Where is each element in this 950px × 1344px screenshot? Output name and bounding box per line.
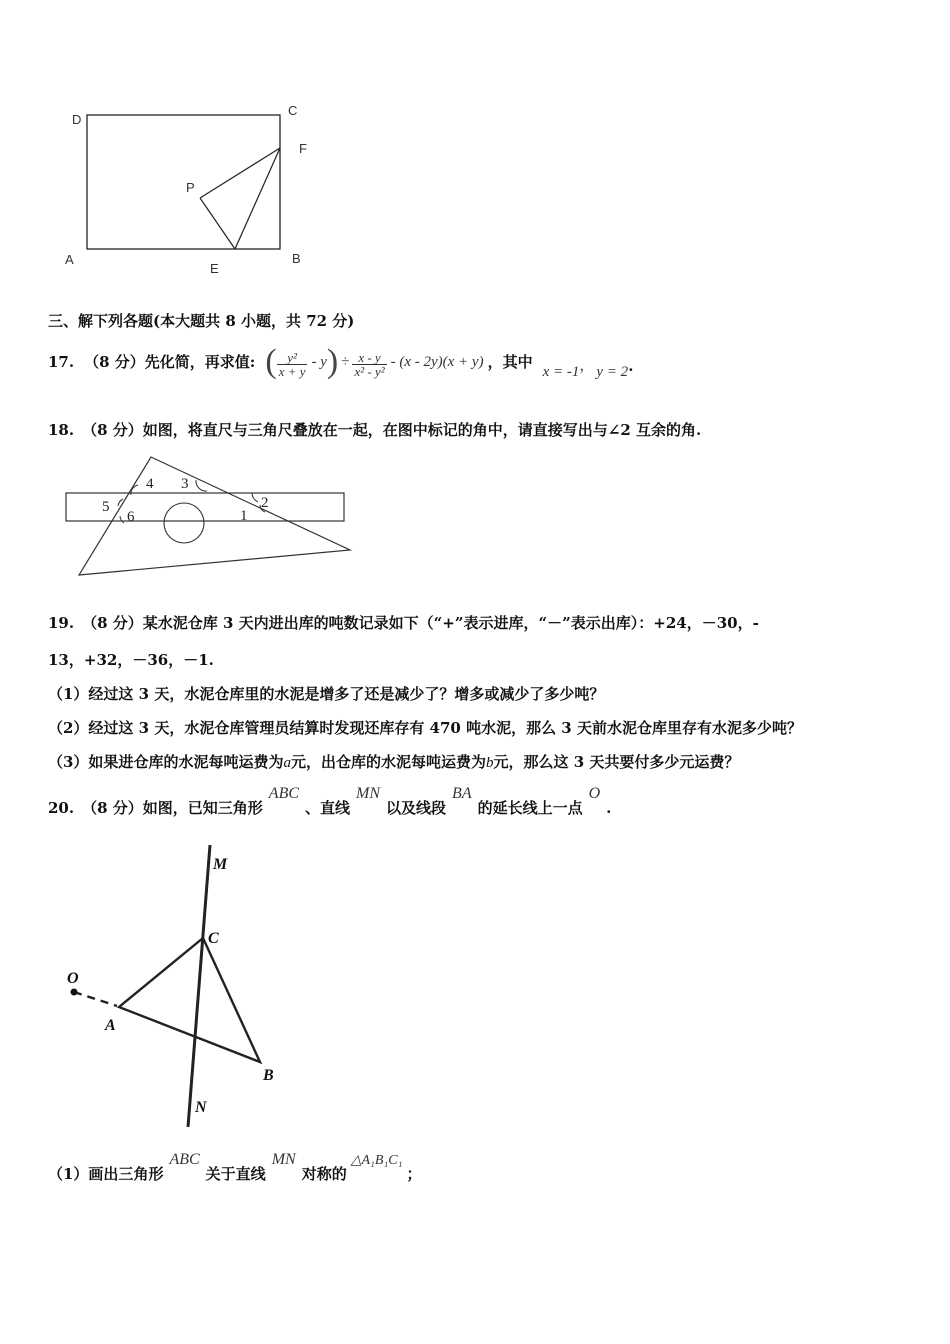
q17-div: ÷ [341,353,350,370]
set-square [79,457,350,575]
angle-label-2: 2 [261,495,269,511]
ruler-triangle-figure [60,450,360,582]
ruler-hole [164,503,204,543]
segment-pf [200,148,280,198]
angle-label-3: 3 [181,476,189,492]
q20-text3: 以及线段 [386,799,447,817]
angle-label-5: 5 [102,499,110,515]
q19-part3-c: 元，那么这 3 天共要付多少元运费？ [493,753,740,771]
segment-oa-dashed [74,992,117,1006]
q17-score: （8 分） [84,352,145,371]
q19-part3-a: （3）如果进仓库的水泥每吨运费为 [48,753,284,771]
q19-line1 [48,616,759,631]
label-c: C [288,103,298,118]
q20-o: O [588,785,601,802]
q20-sub1-b: 关于直线 [205,1165,266,1183]
q18-text: 如图，将直尺与三角尺叠放在一起，在图中标记的角中，请直接写出与∠2 互余的角. [142,421,702,439]
point-o [71,989,78,996]
q19-part3-b: 元，出仓库的水泥每吨运费为 [290,753,486,771]
q17-frac1-den: x + y [278,363,306,379]
q17-y-value: y = 2 [596,363,629,380]
fig-label-c: C [208,930,219,947]
fig-label-b: B [263,1067,274,1084]
q19-score: （8 分） [82,614,143,632]
q20-text5: . [606,799,612,817]
fig-label-o: O [67,970,79,987]
label-d: D [72,112,82,127]
q18-line [48,423,701,438]
q20-sub1 [48,1152,422,1182]
q19-part1: （1）经过这 3 天，水泥仓库里的水泥是增多了还是减少了？增多或减少了多少吨？ [48,685,605,703]
q18-score: （8 分） [82,421,143,439]
q20-text1: 如图，已知三角形 [142,799,263,817]
q20-text4: 的延长线上一点 [477,799,583,817]
label-b: B [292,251,301,266]
q19-line1-text: 某水泥仓库 3 天内进出库的吨数记录如下（“+”表示进库，“－”表示出库）：+24，－30，- [142,614,759,632]
q17-line [48,340,633,384]
section-heading: 三、解下列各题(本大题共 8 小题，共 72 分) [48,312,355,330]
label-e: E [210,261,219,276]
q20-mn: MN [356,785,381,802]
fig-label-m: M [213,856,228,873]
angle-label-6: 6 [127,509,135,525]
q20-line [48,785,612,817]
rectangle-figure [55,95,335,285]
q17-x-value: x = -1 [542,363,580,380]
q17-expression: ( $\frac{\text{y²}}{x + y}$ - y ) ÷ $\frac{x - y}{\text{x² - y²}}$ - (x - 2y)(x + y) [265,343,484,380]
q17-period: . [628,356,634,375]
q20-abc: ABC [268,785,300,802]
q19-part2: （2）经过这 3 天，水泥仓库管理员结算时发现还库存有 470 吨水泥，那么 3 天前水泥仓库里存有水泥多少吨？ [48,719,802,737]
q20-text2: 、直线 [305,799,351,817]
fig-label-n: N [195,1099,207,1116]
triangle-line-figure [55,840,295,1135]
q20-sub1-triangle: △A₁B₁C₁ [350,1153,403,1168]
q19-part3 [48,755,739,771]
angle-label-1: 1 [240,508,248,524]
q17-minus-y: - y [311,353,327,370]
q20-score: （8 分） [82,799,143,817]
label-p: P [186,180,195,195]
q20-sub1-c: 对称的 [301,1165,347,1183]
q17-number: 17. [48,352,75,371]
q17-frac2-den: x² - y² [354,363,385,379]
q20-ba: BA [452,785,472,802]
label-f: F [299,141,307,156]
q19-line2: 13，+32，－36，－1. [48,651,214,669]
segment-ef [235,148,280,249]
triangle-abc [119,938,260,1062]
q19-var-a: a [283,755,291,771]
q17-comma: ， [579,357,595,374]
q17-text: 先化简，再求值: [144,352,256,371]
q17-frac1-num: y² [277,351,308,365]
q20-sub1-mn: MN [271,1151,296,1168]
line-mn [188,845,210,1127]
q20-sub1-abc: ABC [169,1151,200,1168]
q17-tail: - (x - 2y)(x + y) [390,353,484,370]
label-a: A [65,252,74,267]
angle-label-4: 4 [146,476,154,492]
q20-sub1-a: （1）画出三角形 [48,1165,164,1183]
q18-number: 18. [48,421,75,439]
q17-frac2-num: x - y [352,351,386,365]
rectangle-abcd [87,115,280,249]
q20-number: 20. [48,799,75,817]
fig-label-a: A [105,1017,116,1034]
q19-number: 19. [48,614,75,632]
segment-pe [200,198,235,249]
q19-var-b: b [485,755,494,771]
q17-where: ，其中 [487,352,533,371]
q20-sub1-d: ； [406,1165,422,1183]
